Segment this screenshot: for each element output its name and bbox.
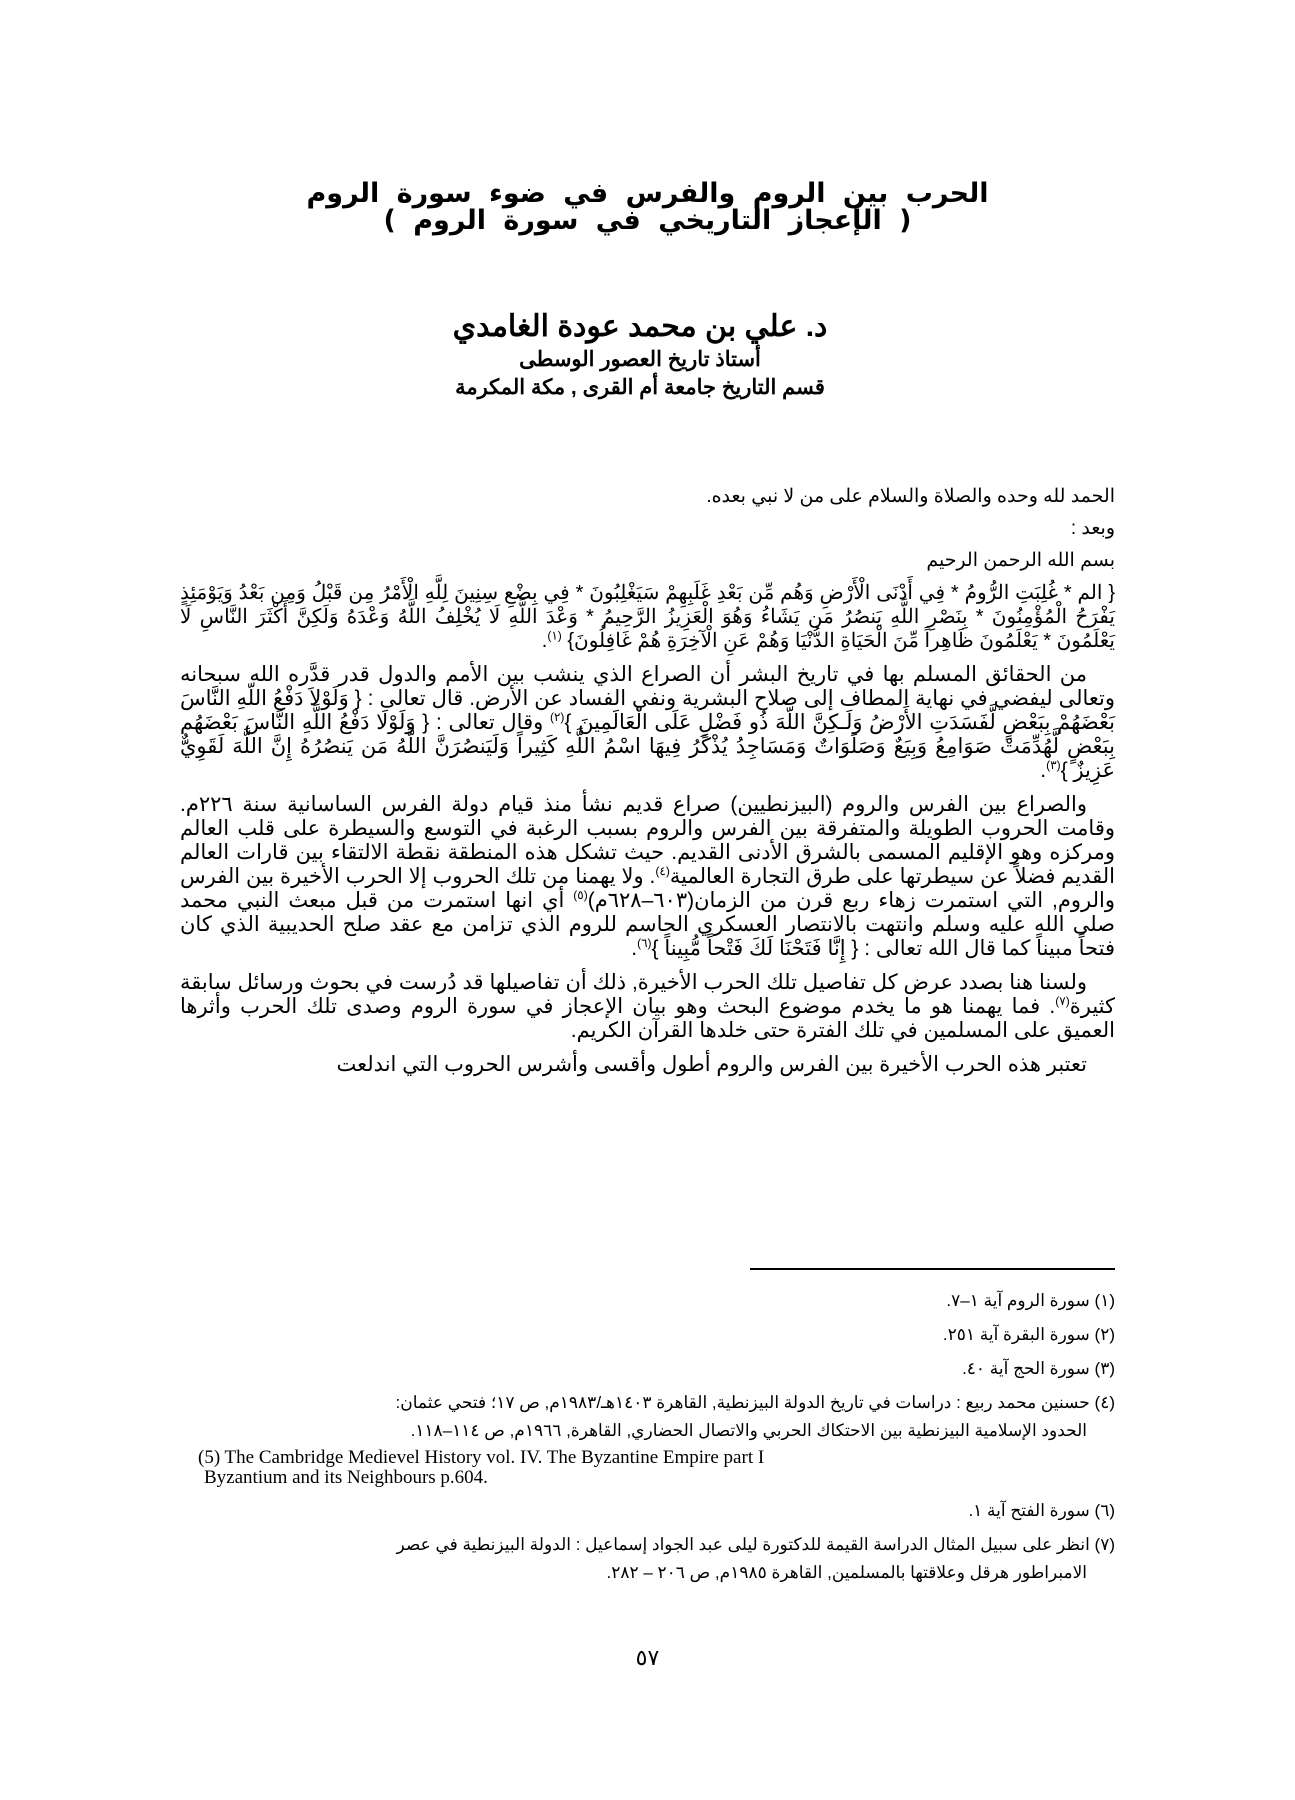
paragraph-1: [180, 663, 1115, 783]
footnote-ref-4[interactable]: (٤): [655, 864, 670, 878]
footnote-2: (٢) سورة البقرة آية ٢٥١.: [942, 1325, 1115, 1344]
author-affiliation: قسم التاريخ جامعة أم القرى , مكة المكرمة: [455, 376, 825, 399]
author-position: أستاذ تاريخ العصور الوسطى: [519, 348, 761, 371]
verse-end: .: [541, 630, 548, 652]
footnote-ref-3[interactable]: (٣): [1046, 758, 1061, 772]
paragraph-3-text-b: . فما يهمنا هو ما يخدم موضوع البحث وهو بيان الإعجاز في سورة الروم وصدى تلك الحرب وأثرها العميق على المسلمين في تلك الفترة حتى خلدها القرآن الكريم.: [180, 995, 1115, 1042]
basmala: بسم الله الرحمن الرحيم: [926, 550, 1115, 571]
wabad-heading: وبعد :: [1070, 518, 1115, 539]
quran-verse-rum: [180, 581, 1115, 653]
title-main: الحرب بين الروم والفرس في ضوء سورة الروم: [306, 178, 989, 209]
footnote-7: [180, 1534, 1115, 1584]
paragraph-2-text-a: والصراع بين الفرس والروم (البيزنطيين) صراع قديم نشأ منذ قيام دولة الفرس الساسانية سنة ٢٢٦م. وقامت الحروب الطويلة والمتفرقة بين الفرس والروم بسبب الرغبة في التوسع والسيطرة على قلب العالم ومركزه وهو الإقليم المسمى بالشرق الأدنى القديم. حيث تشكل هذه المنطقة نقطة الالتقاء بين قارات العالم القديم فضلاً عن سيطرتها على طرق التجارة العالمية: [180, 793, 1115, 888]
paragraph-2-text-c: أي انها استمرت من قبل مبعث النبي محمد صلى الله عليه وسلم وانتهت بالانتصار العسكري الحاسم للروم الذي تزامن مع عقد صلح الحديبية الذي كان فتحاً مبيناً كما قال الله تعالى : { إِنَّا فَتَحْنَا لَكَ فَتْحاً مُّبِيناً }: [180, 889, 1115, 960]
verse-text: { الم * غُلِبَتِ الرُّومُ * فِي أَدْنَى الْأَرْضِ وَهُم مِّن بَعْدِ غَلَبِهِمْ سَيَغْلِبُونَ * فِي بِضْعِ سِنِينَ لِلَّهِ الْأَمْرُ مِن قَبْلُ وَمِن بَعْدُ وَيَوْمَئِذٍ يَفْرَحُ الْمُؤْمِنُونَ * بِنَصْرِ اللَّهِ يَنصُرُ مَن يَشَاءُ وَهُوَ الْعَزِيزُ الرَّحِيمُ * وَعْدَ اللَّهِ لَا يُخْلِفُ اللَّهُ وَعْدَهُ وَلَكِنَّ أَكْثَرَ النَّاسِ لَا يَعْلَمُونَ * يَعْلَمُونَ ظَاهِراً مِّنَ الْحَيَاةِ الدُّنْيَا وَهُمْ عَنِ الْآخِرَةِ هُمْ غَافِلُونَ}: [180, 582, 1115, 652]
footnote-ref-7[interactable]: (٧): [1055, 994, 1070, 1008]
document-page: [180, 0, 1115, 1800]
title-subtitle: ( الإعجاز التاريخي في سورة الروم ): [383, 205, 912, 236]
footnote-separator: [750, 1268, 1115, 1270]
article-title: [180, 180, 1115, 234]
paragraph-3-text-a: ولسنا هنا بصدد عرض كل تفاصيل تلك الحرب الأخيرة, ذلك أن تفاصيلها قد دُرست في بحوث ورسائل سابقة كثيرة: [180, 971, 1115, 1018]
footnote-1: (١) سورة الروم آية ١–٧.: [946, 1291, 1115, 1310]
paragraph-1-text-a: من الحقائق المسلم بها في تاريخ البشر أن الصراع الذي ينشب بين الأمم والدول قدر قدَّره الله سبحانه وتعالى ليفضي في نهاية المطاف إلى صلاح البشرية ونفي الفساد عن الأرض. قال تعالى : { وَلَوْلاَ دَفْعُ اللّهِ النَّاسَ بَعْضَهُمْ بِبَعْضٍ لَّفَسَدَتِ الأَرْضُ وَلَـكِنَّ اللّهَ ذُو فَضْلٍ عَلَى الْعَالَمِينَ }: [180, 663, 1115, 734]
footnote-7-line-1: (٧) انظر على سبيل المثال الدراسة القيمة للدكتورة ليلى عبد الجواد إسماعيل : الدولة البيزنطية في عصر: [396, 1535, 1115, 1554]
paragraph-1-text-b: وقال تعالى : { وَلَوْلَا دَفْعُ اللَّهِ النَّاسَ بَعْضَهُم بِبَعْضٍ لَّهُدِّمَتْ صَوَامِعُ وَبِيَعٌ وَصَلَوَاتٌ وَمَسَاجِدُ يُذْكَرُ فِيهَا اسْمُ اللَّهِ كَثِيراً وَلَيَنصُرَنَّ اللَّهُ مَن يَنصُرُهُ إِنَّ اللَّهَ لَقَوِيٌّ عَزِيزٌ }: [180, 711, 1115, 782]
page-number: ٥٧: [635, 1645, 660, 1670]
footnote-4: [180, 1392, 1115, 1442]
paragraph-2-end: .: [631, 937, 638, 960]
footnote-ref-2[interactable]: (٢): [549, 710, 565, 724]
paragraph-2: [180, 793, 1115, 961]
footnote-4-line-1: (٤) حسنين محمد ربيع : دراسات في تاريخ الدولة البيزنطية, القاهرة ١٤٠٣هـ/١٩٨٣م, ص ١٧؛ فتحي عثمان:: [395, 1393, 1115, 1412]
paragraph-3: [180, 971, 1115, 1043]
paragraph-4: [180, 1053, 1115, 1077]
footnote-5-line-2: Byzantium and its Neighbours p.604.: [204, 1467, 488, 1488]
author-info: [390, 308, 890, 402]
footnotes-section: [180, 1290, 1115, 1596]
footnote-3: (٣) سورة الحج آية ٤٠.: [962, 1359, 1115, 1378]
paragraph-4-text: تعتبر هذه الحرب الأخيرة بين الفرس والروم أطول وأقسى وأشرس الحروب التي اندلعت: [336, 1053, 1087, 1076]
footnote-4-line-2: الحدود الإسلامية البيزنطية بين الاحتكاك الحربي والاتصال الحضاري, القاهرة, ١٩٦٦م, ص ١١٤–١١٨.: [410, 1421, 1087, 1440]
footnote-5-line-1: (5) The Cambridge Medievel History vol. IV. The Byzantine Empire part I: [198, 1447, 765, 1468]
footnote-5: [180, 1448, 1115, 1488]
paragraph-1-end: .: [1040, 759, 1047, 782]
author-name: د. علي بن محمد عودة الغامدي: [452, 310, 828, 343]
article-body: [180, 485, 1115, 1087]
footnote-6: (٦) سورة الفتح آية ١.: [968, 1501, 1115, 1520]
footnote-ref-1[interactable]: (١): [547, 628, 562, 643]
opening-praise: الحمد لله وحده والصلاة والسلام على من لا نبي بعده.: [706, 486, 1115, 507]
footnote-ref-6[interactable]: (٦): [637, 936, 652, 950]
paragraph-2-text-b: . ولا يهمنا من تلك الحروب إلا الحرب الأخيرة بين الفرس والروم, التي استمرت زهاء ربع قرن من الزمان(٦٠٣–٦٢٨م): [180, 865, 1115, 912]
footnote-ref-5[interactable]: (٥): [573, 888, 588, 902]
footnote-7-line-2: الامبراطور هرقل وعلاقتها بالمسلمين, القاهرة ١٩٨٥م, ص ٢٠٦ – ٢٨٢.: [606, 1563, 1087, 1582]
